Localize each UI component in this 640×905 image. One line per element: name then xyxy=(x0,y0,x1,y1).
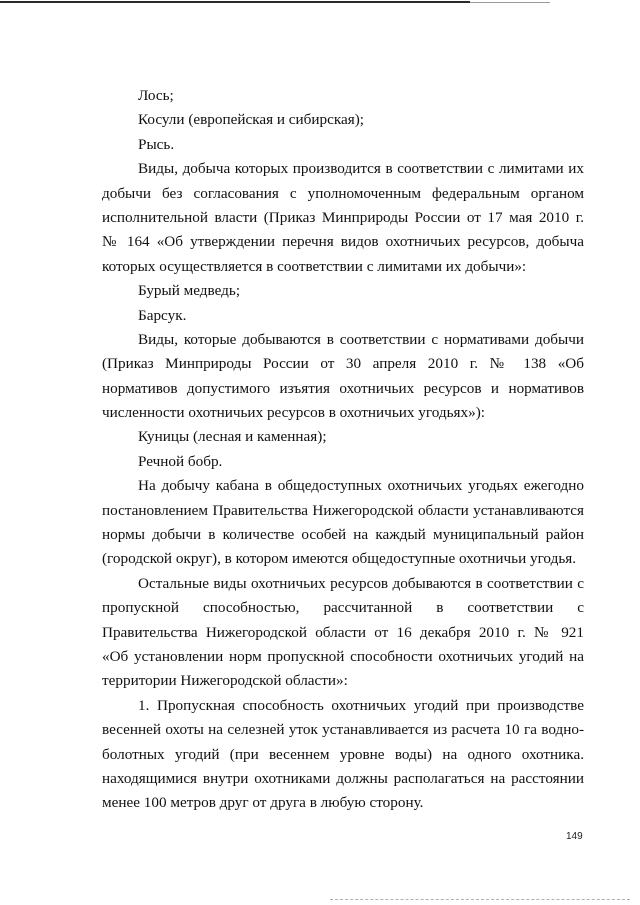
bottom-scan-marks xyxy=(330,899,630,902)
text-line: находящимися внутри охотниками должны располагаться на расстоянии xyxy=(102,769,584,787)
text-line: Барсук. xyxy=(138,306,187,324)
text-line: Правительства Нижегородской области от 16 декабря 2010 г. № 921 xyxy=(102,623,584,641)
text-line: № 164 «Об утверждении перечня видов охотничьих ресурсов, добыча xyxy=(102,233,584,251)
text-line: весенней охоты на селезней уток устанавливается из расчета 10 га водно- xyxy=(102,721,584,739)
text-line: Бурый медведь; xyxy=(138,282,241,300)
text-line: На добычу кабана в общедоступных охотничьих угодьях ежегодно xyxy=(138,477,584,495)
text-line: пропускной способностью, рассчитанной в соответствии с xyxy=(102,599,584,617)
text-line: Куницы (лесная и каменная); xyxy=(138,428,327,446)
text-line: нормы добычи в количестве особей на каждый муниципальный район xyxy=(102,526,584,544)
text-line: 1. Пропускная способность охотничьих угодий при производстве xyxy=(138,696,584,714)
text-line: которых осуществляется в соответствии с лимитами их добычи»: xyxy=(102,257,527,275)
text-line: Остальные виды охотничьих ресурсов добываются в соответствии с xyxy=(138,574,584,592)
document-body xyxy=(102,84,584,816)
text-line: «Об установлении норм пропускной способности охотничьих угодий на xyxy=(102,647,584,665)
text-line: нормативов допустимого изъятия охотничьих ресурсов и нормативов xyxy=(102,379,584,397)
text-line: Виды, которые добываются в соответствии с нормативами добычи xyxy=(138,330,584,348)
top-rule-tail xyxy=(470,2,550,3)
text-line: Лось; xyxy=(138,87,174,104)
text-line: добычи без согласования с уполномоченным федеральным органом xyxy=(102,184,584,202)
text-line: менее 100 метров друг от друга в любую сторону. xyxy=(102,794,424,812)
text-line: Виды, добыча которых производится в соответствии с лимитами их xyxy=(138,160,584,178)
text-line: (Приказ Минприроды России от 30 апреля 2010 г. № 138 «Об xyxy=(102,355,584,373)
text-line: (городской округ), в котором имеются общедоступные охотничьи угодья. xyxy=(102,550,577,568)
page-number: 149 xyxy=(566,831,583,842)
text-line: Речной бобр. xyxy=(138,452,223,470)
text-line: исполнительной власти (Приказ Минприроды России от 17 мая 2010 г. xyxy=(102,208,584,226)
text-line: постановлением Правительства Нижегородской области устанавливаются xyxy=(102,501,584,519)
top-rule xyxy=(0,1,470,3)
text-line: численности охотничьих ресурсов в охотничьих угодьях»): xyxy=(102,404,485,422)
text-line: Рысь. xyxy=(138,135,175,153)
text-line: болотных угодий (при весеннем уровне воды) на одного охотника. xyxy=(102,745,584,763)
text-line: Косули (европейская и сибирская); xyxy=(138,111,365,129)
text-line: территории Нижегородской области»: xyxy=(102,672,348,690)
